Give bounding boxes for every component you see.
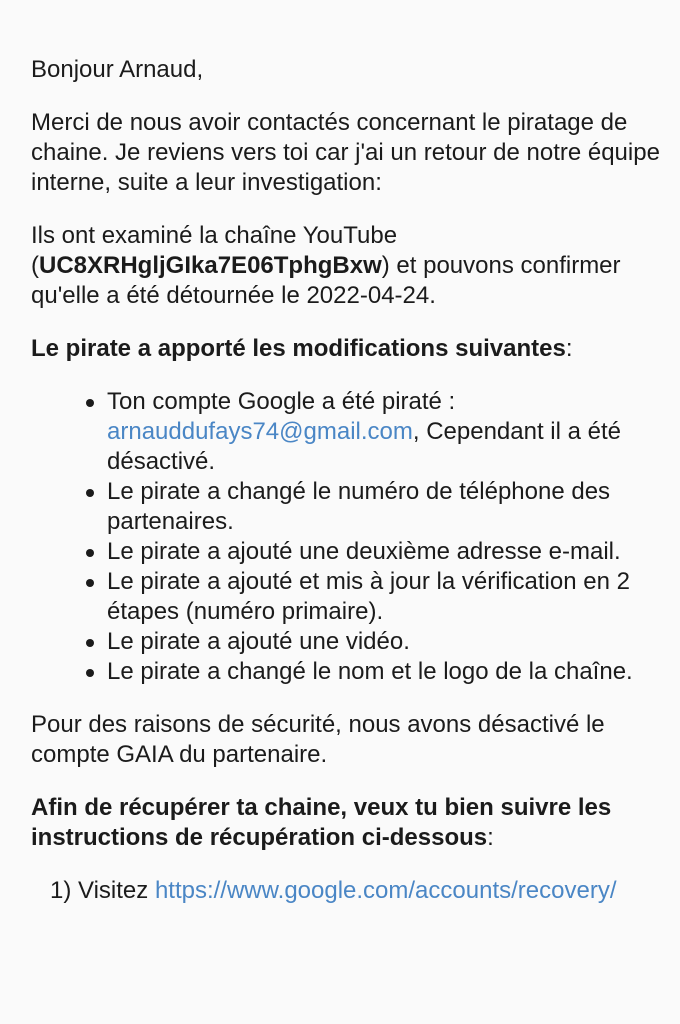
changes-heading-line [31, 334, 661, 364]
email-link[interactable]: arnauddufays74@gmail.com [107, 418, 413, 445]
list-item: Le pirate a ajouté et mis à jour la vérification en 2 étapes (numéro primaire). [31, 567, 661, 627]
step1-prefix: 1) Visitez [50, 877, 155, 904]
list-item: Le pirate a ajouté une deuxième adresse e-mail. [31, 537, 661, 567]
channel-id: UC8XRHgljGIka7E06TphgBxw [39, 252, 382, 279]
channel-text-post: ) et pouvons confirmer qu'elle a été détournée le 2022-04-24. [31, 252, 621, 309]
greeting: Bonjour Arnaud, [31, 56, 204, 83]
channel-text-pre: Ils ont examiné la chaîne YouTube ( [31, 222, 398, 279]
changes-heading-colon: : [565, 335, 573, 362]
list-item: Le pirate a changé le nom et le logo de la chaîne. [31, 657, 661, 687]
item1-text-pre: Ton compte Google a été piraté : [107, 388, 456, 415]
recovery-heading: Afin de récupérer ta chaine, veux tu bien suivre les instructions de récupération ci-dessous [31, 794, 612, 851]
changes-list [31, 387, 661, 687]
recovery-step-1 [31, 876, 661, 906]
security-paragraph: Pour des raisons de sécurité, nous avons désactivé le compte GAIA du partenaire. [31, 711, 605, 768]
list-item: Le pirate a ajouté une vidéo. [31, 627, 661, 657]
item1-text-post: , Cependant il a été désactivé. [107, 418, 622, 475]
recovery-link[interactable]: https://www.google.com/accounts/recovery/ [154, 877, 617, 904]
channel-paragraph [31, 221, 661, 311]
recovery-heading-colon: : [487, 824, 494, 851]
intro-paragraph: Merci de nous avoir contactés concernant le piratage de chaine. Je reviens vers toi car j'ai un retour de notre équipe interne, suite a leur investigation: [31, 109, 660, 196]
changes-heading: Le pirate a apporté les modifications suivantes [31, 335, 566, 362]
list-item [31, 387, 661, 477]
email-body [31, 55, 661, 929]
list-item: Le pirate a changé le numéro de téléphone des partenaires. [31, 477, 661, 537]
recovery-heading-line [31, 793, 661, 853]
